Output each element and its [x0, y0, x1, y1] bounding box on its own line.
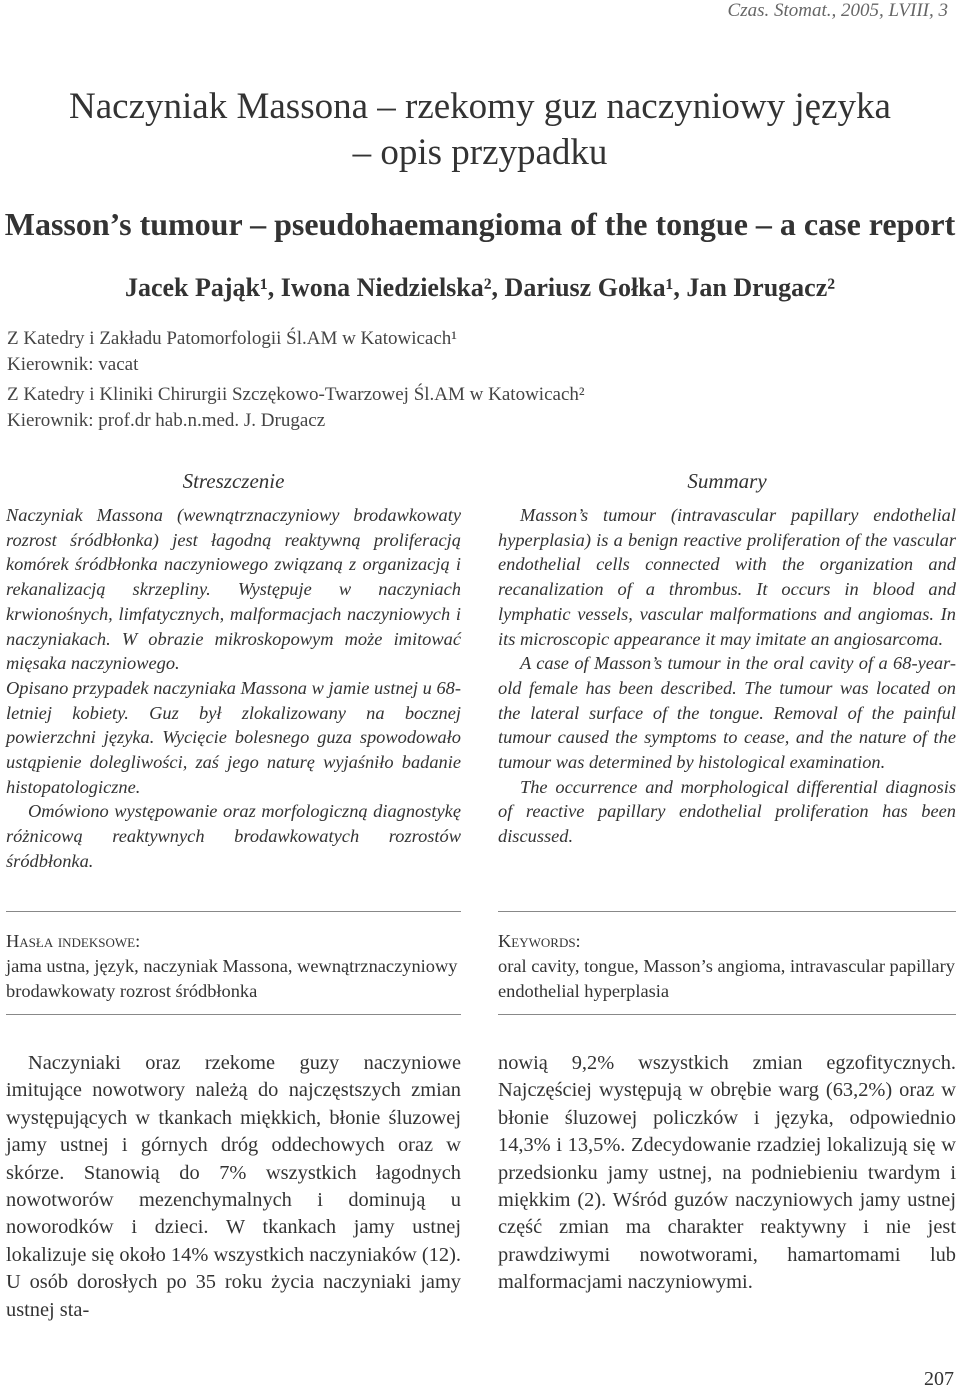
keywords-polish-heading: Hasła indeksowe: — [6, 931, 141, 951]
divider — [6, 1014, 461, 1015]
title-polish — [0, 84, 960, 176]
abstract-polish-paragraph: Opisano przypadek naczyniaka Massona w jamie ustnej u 68-letniej kobiety. Guz był zlokalizowany na bocznej powierzchni języka. Wycięcie bolesnego guza spowodowało ustąpienie dolegliwości, zaś jego naturę wyjaśniło badanie histopatologiczne. — [6, 677, 461, 797]
abstract-english — [498, 467, 956, 849]
affiliation-1-unit: Z Katedry i Zakładu Patomorfologii Śl.AM w Katowicach¹ — [7, 328, 457, 349]
title-polish-line-1: Naczyniak Massona – rzekomy guz naczyniowy języka — [69, 86, 891, 127]
keywords-polish-text: jama ustna, język, naczyniak Massona, wewnątrznaczyniowy brodawkowaty rozrost śródbłonka — [6, 956, 458, 1001]
affiliation-1-head: Kierownik: vacat — [7, 354, 139, 375]
abstract-polish-paragraph: Naczyniak Massona (wewnątrznaczyniowy brodawkowaty rozrost śródbłonka) jest łagodną reaktywną proliferacją komórek śródbłonka naczyniowego związaną z organizacją i rekanalizacją skrzepliny. Występuje w naczyniach krwionośnych, limfatycznych, malformacjach naczyniowych i naczyniakach. W obrazie mikroskopowym może imitować mięsaka naczyniowego. — [6, 505, 461, 674]
affiliation-2 — [7, 382, 585, 434]
keywords-english — [498, 929, 956, 1004]
abstract-polish — [6, 467, 461, 874]
title-polish-line-2: – opis przypadku — [352, 132, 608, 173]
title-english: Masson’s tumour – pseudohaemangioma of the tongue – a case report — [4, 206, 956, 242]
keywords-english-text: oral cavity, tongue, Masson’s angioma, intravascular papillary endothelial hyperplasia — [498, 956, 955, 1001]
abstract-english-heading: Summary — [687, 469, 767, 493]
page-number: 207 — [924, 1368, 954, 1390]
abstract-polish-heading: Streszczenie — [182, 469, 285, 493]
affiliation-2-unit: Z Katedry i Kliniki Chirurgii Szczękowo-Twarzowej Śl.AM w Katowicach² — [7, 384, 585, 405]
authors: Jacek Pająk¹, Iwona Niedzielska², Dariusz Gołka¹, Jan Drugacz² — [124, 273, 836, 302]
abstract-english-paragraph: A case of Masson’s tumour in the oral cavity of a 68-year-old female has been described. The tumour was located on the lateral surface of the tongue. Removal of the painful tumour caused the symptoms to cease, and the nature of the tumour was determined by histological examination. — [498, 653, 956, 773]
affiliation-1 — [7, 326, 457, 378]
affiliation-2-head: Kierownik: prof.dr hab.n.med. J. Drugacz — [7, 410, 326, 431]
abstract-english-paragraph: The occurrence and morphological differential diagnosis of reactive papillary endothelial proliferation has been discussed. — [498, 776, 956, 847]
keywords-polish — [6, 929, 461, 1004]
body-text-right-column: nowią 9,2% wszystkich zmian egzofitycznych. Najczęściej występują w obrębie warg (63,2%) oraz w błonie śluzowej policzków i języka, odpowiednio 14,3% i 13,5%. Zdecydowanie rzadziej lokalizują się w przedsionku jamy ustnej, na podniebieniu twardym i miękkim (2). Wśród guzów naczyniowych jamy ustnej część zmian ma charakter reaktywny i nie jest prawdziwymi nowotworami, hamartomami lub malformacjami naczyniowymi. — [498, 1052, 956, 1294]
divider — [498, 1014, 956, 1015]
body-text-left-column: Naczyniaki oraz rzekome guzy naczyniowe imitujące nowotwory należą do najczęstszych zmian występujących w tkankach miękkich, błonie śluzowej jamy ustnej i górnych dróg oddechowych oraz w skórze. Stanowią do 7% wszystkich łagodnych nowotworów mezenchymalnych i dominują u noworodków i dzieci. W tkankach jamy ustnej lokalizuje się około 14% wszystkich naczyniaków (12). U osób dorosłych po 35 roku życia naczyniaki jamy ustnej sta- — [6, 1052, 461, 1321]
abstract-english-paragraph: Masson’s tumour (intravascular papillary endothelial hyperplasia) is a benign reactive proliferation of the vascular endothelial cells connected with the organization and recanalization of a thrombus. It occurs in blood and lymphatic vessels, vascular malformations and angiomas. In its microscopic appearance it may imitate an angiosarcoma. — [498, 505, 956, 649]
abstract-polish-paragraph: Omówiono występowanie oraz morfologiczną diagnostykę różnicową reaktywnych brodawkowatych rozrostów śródbłonka. — [6, 801, 461, 871]
divider — [6, 911, 461, 912]
journal-reference: Czas. Stomat., 2005, LVIII, 3 — [727, 0, 948, 21]
keywords-english-heading: Keywords: — [498, 931, 581, 951]
divider — [498, 911, 956, 912]
